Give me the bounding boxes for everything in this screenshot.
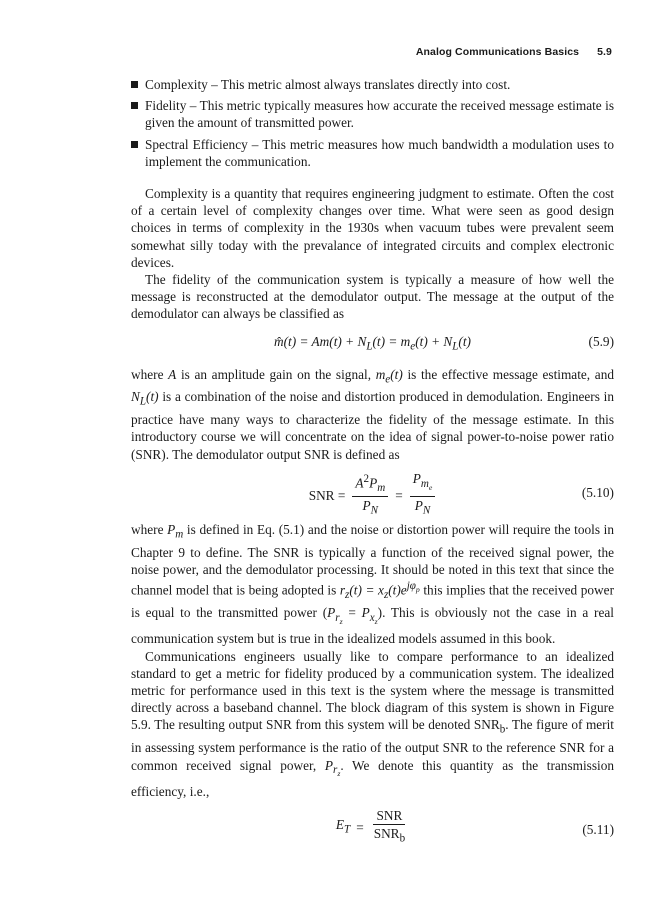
page-body xyxy=(131,76,614,858)
equation-number: (5.11) xyxy=(582,821,614,837)
list-item: Fidelity – This metric typically measures how accurate the received message estimate is given the amount of transmitted power. xyxy=(131,97,614,131)
equation-5-11: $E_T$ = $\frac{\text{SNR}}{SNR_b}$ (5.11) xyxy=(335,807,614,845)
bullet-square-icon xyxy=(131,141,138,148)
equation-number: (5.10) xyxy=(581,484,614,500)
bullet-square-icon xyxy=(131,102,138,109)
paragraph-fidelity: The fidelity of the communication system is typically a measure of how well the message is reconstructed at the demodulator output. The message at the output of the demodulator can always be classified as xyxy=(131,272,614,322)
list-item: Spectral Efficiency – This metric measures how much bandwidth a modulation uses to implement the communication. xyxy=(131,136,614,170)
page-number: 5.9 xyxy=(597,46,612,58)
paragraph-amplitude: where A is an amplitude gain on the signal, $m_e(t)$ is the effective message estimate, and $N_L(t)$ is a combination of the noise and distortion produced in demodulation. Engineers in practice have many ways to characterize the fidelity of the message estimate. In this introductory course we will concentrate on the idea of signal power-to-noise power ratio (SNR). The demodulator output SNR is defined as xyxy=(131,366,614,462)
paragraph-complexity: Complexity is a quantity that requires engineering judgment to estimate. Often the cost of a certain level of complexity changes over time. What were seen as good design choices in terms of complexity in the 1930s when vacuum tubes were prevalent seem somewhat silly today with the prevalance of integrated circuits and complex electronic devices. xyxy=(131,186,614,270)
equation-5-9: m̂(t) = $Am(t) + N_L(t) = m_e(t) + N_L(t)$ (5.9) xyxy=(274,333,614,353)
equation-5-10: SNR = $\frac{A^2P_m}{P_N}$ = $\frac{P_{m_e}}{P_N}$ (5.10) xyxy=(308,470,614,517)
running-header xyxy=(416,46,612,58)
section-title: Analog Communications Basics xyxy=(415,46,580,58)
bullet-square-icon xyxy=(131,81,138,88)
metric-list xyxy=(131,76,614,170)
paragraph-snr: where $P_m$ is defined in Eq. (5.1) and the noise or distortion power will require the tools in Chapter 9 to define. The SNR is typically a function of the received signal power, the noise power, and the demodulator processing. It should be noted in this text that since the channel model that is being adopted is $r_z(t) = x_z(t)e^{j\varphi_p}$ this implies that the received power is equal to the transmitted power $(P_{r_z} = P_{x_z})$. This is obviously not the case in a real communication system but is true in the idealized models assumed in this book. xyxy=(131,521,614,647)
equation-number: (5.9) xyxy=(588,333,614,349)
paragraph-comparison: Communications engineers usually like to compare performance to an idealized standard to get a metric for fidelity produced by a communication system. The idealized metric for performance used in this text is the system where the message is transmitted directly across a baseband channel. The block diagram of this system is shown in Figure 5.9. The resulting output SNR from this system will be denoted $SNR_b$. The figure of merit in assessing system performance is the ratio of the output SNR to the reference SNR for a common received signal power, $P_{r_z}$. We denote this quantity as the transmission efficiency, i.e., xyxy=(131,648,615,799)
list-item: Complexity – This metric almost always translates directly into cost. xyxy=(131,76,614,93)
